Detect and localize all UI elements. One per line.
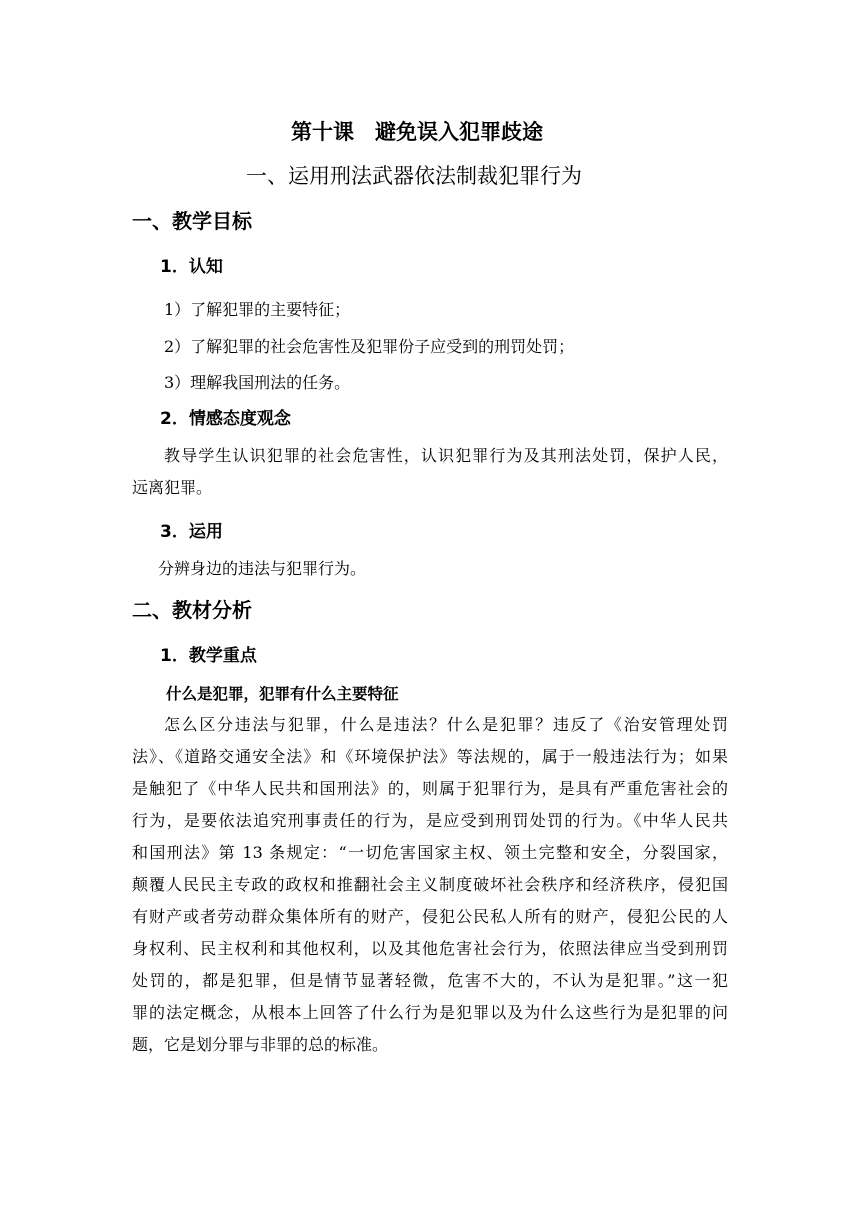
list-item: 3）理解我国刑法的任务。 <box>164 373 351 392</box>
subheading-emotion: 2．情感态度观念 <box>160 409 291 429</box>
paragraph-line: 是触犯了《中华人民共和国刑法》的，则属于犯罪行为，是具有严重危害社会的 <box>132 779 728 798</box>
paragraph-crime-definition <box>132 709 728 1061</box>
paragraph-application: 分辨身边的违法与犯罪行为。 <box>158 559 367 578</box>
paragraph-line: 怎么区分违法与犯罪，什么是违法？什么是犯罪？违反了《治安管理处罚 <box>164 715 728 734</box>
page-title: 第十课 避免误入犯罪歧途 <box>291 120 543 144</box>
paragraph-line: 远离犯罪。 <box>132 478 213 497</box>
section-heading-analysis: 二、教材分析 <box>132 598 252 622</box>
paragraph-line: 身权利、民主权利和其他权利，以及其他危害社会行为，依照法律应当受到刑罚 <box>132 939 728 958</box>
paragraph-line: 法》、《道路交通安全法》和《环境保护法》等法规的，属于一般违法行为；如果 <box>132 747 728 766</box>
section-heading-objectives: 一、教学目标 <box>132 209 252 233</box>
paragraph-line: 有财产或者劳动群众集体所有的财产，侵犯公民私人所有的财产，侵犯公民的人 <box>132 907 728 926</box>
paragraph-line: 行为，是要依法追究刑事责任的行为，是应受到刑罚处罚的行为。《中华人民共 <box>132 811 728 830</box>
paragraph-emotion <box>132 440 728 504</box>
subheading-crime-definition: 什么是犯罪，犯罪有什么主要特征 <box>166 685 399 703</box>
paragraph-line: 教导学生认识犯罪的社会危害性，认识犯罪行为及其刑法处罚，保护人民， <box>164 446 728 465</box>
list-item: 1）了解犯罪的主要特征； <box>164 300 351 319</box>
paragraph-line: 处罚的，都是犯罪，但是情节显著轻微，危害不大的，不认为是犯罪。”这一犯 <box>132 971 728 990</box>
paragraph-line: 题，它是划分罪与非罪的总的标准。 <box>132 1035 389 1054</box>
page-subtitle: 一、运用刑法武器依法制裁犯罪行为 <box>246 164 582 188</box>
subheading-application: 3．运用 <box>160 522 223 542</box>
subheading-cognition: 1．认知 <box>160 257 223 277</box>
list-item: 2）了解犯罪的社会危害性及犯罪份子应受到的刑罚处罚； <box>164 337 575 356</box>
paragraph-line: 罪的法定概念，从根本上回答了什么行为是犯罪以及为什么这些行为是犯罪的问 <box>132 1003 728 1022</box>
subheading-focus: 1．教学重点 <box>160 646 257 666</box>
paragraph-line: 和国刑法》第 13 条规定：“一切危害国家主权、领土完整和安全，分裂国家， <box>132 843 728 862</box>
paragraph-line: 颠覆人民民主专政的政权和推翻社会主义制度破坏社会秩序和经济秩序，侵犯国 <box>132 875 728 894</box>
